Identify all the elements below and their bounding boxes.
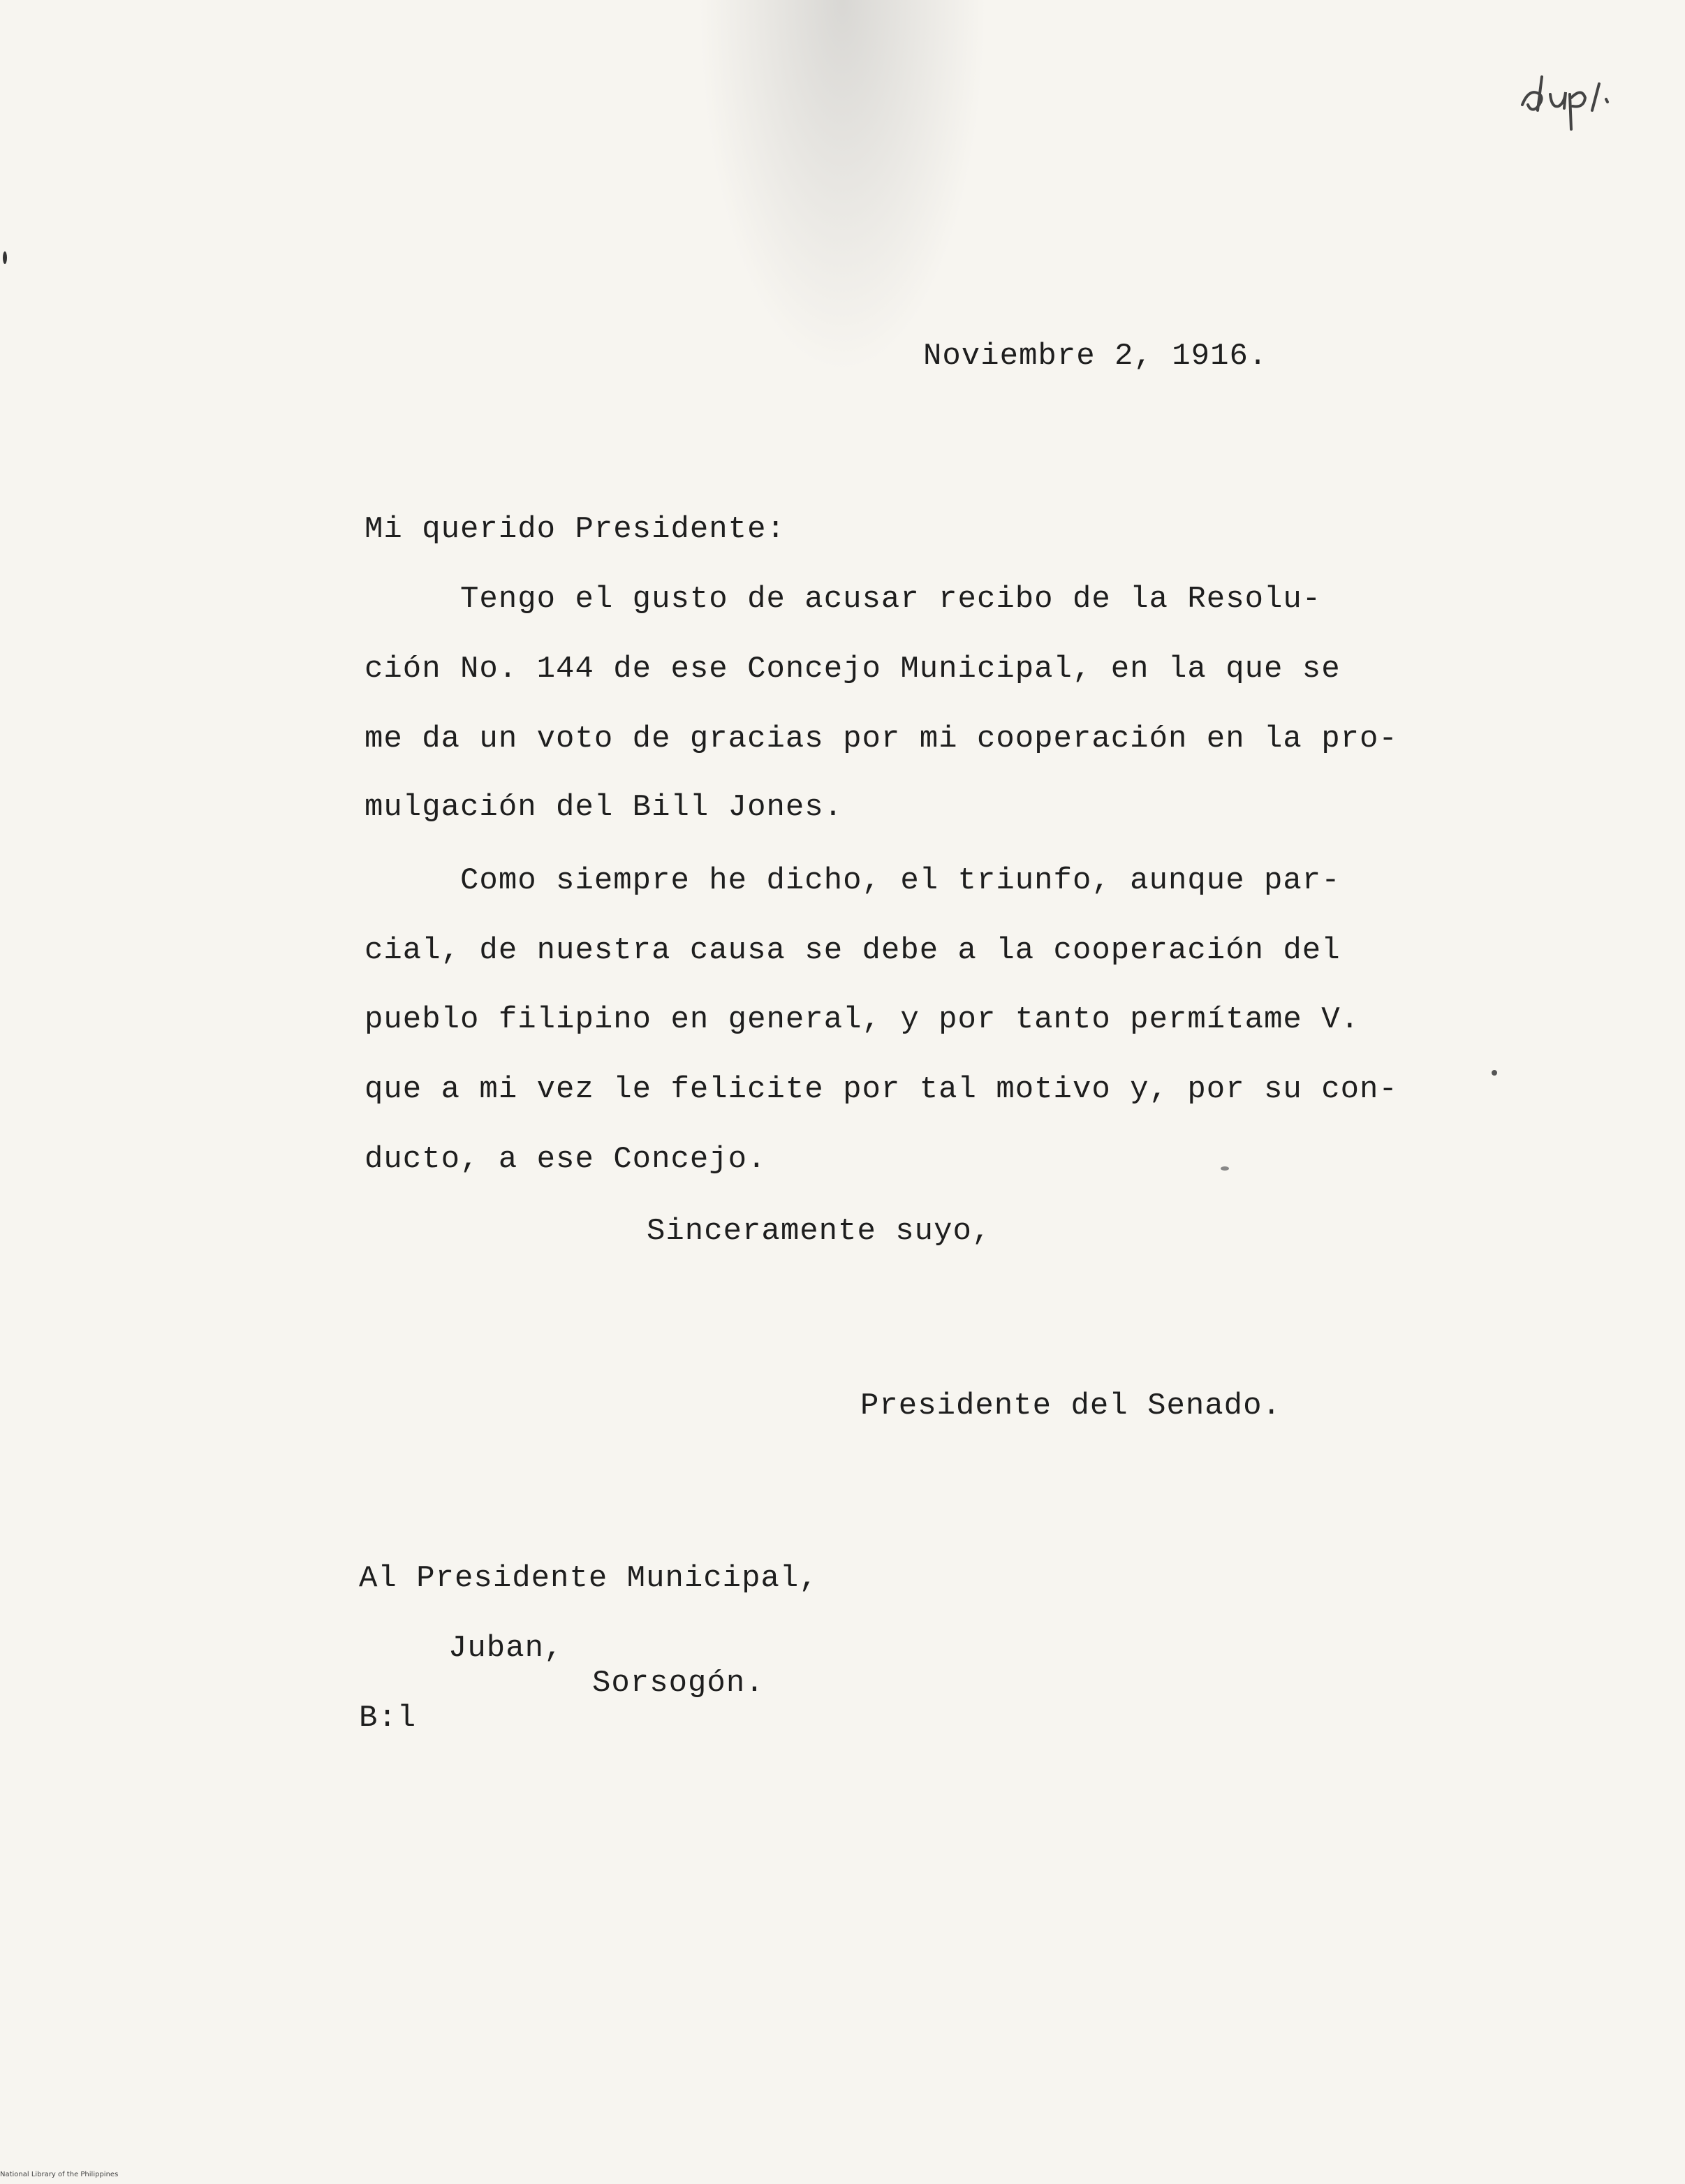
- closing: Sinceramente suyo,: [647, 1214, 992, 1249]
- paragraph-2-line-1: Como siempre he dicho, el triunfo, aunque par-: [365, 863, 1341, 898]
- address-line-2: Juban,: [448, 1631, 564, 1666]
- paragraph-2-line-5: ducto, a ese Concejo.: [365, 1142, 767, 1177]
- typist-reference: B:l: [359, 1701, 417, 1736]
- paper-speck: [1221, 1166, 1229, 1171]
- paper-speck: [1492, 1070, 1497, 1076]
- paragraph-2-line-3: pueblo filipino en general, y por tanto permítame V.: [365, 1002, 1360, 1037]
- paragraph-1-line-4: mulgación del Bill Jones.: [365, 790, 844, 825]
- paper-speck: [3, 251, 7, 264]
- signature-title: Presidente del Senado.: [860, 1388, 1281, 1423]
- handwritten-annotation: [1515, 56, 1634, 133]
- paragraph-1-line-1: Tengo el gusto de acusar recibo de la Resolu-: [365, 582, 1322, 617]
- archive-footer: National Library of the Philippines: [0, 2171, 119, 2178]
- address-line-3: Sorsogón.: [592, 1666, 765, 1701]
- paragraph-2-line-4: que a mi vez le felicite por tal motivo y, por su con-: [365, 1072, 1398, 1107]
- address-line-1: Al Presidente Municipal,: [359, 1561, 818, 1596]
- salutation: Mi querido Presidente:: [365, 512, 786, 547]
- paragraph-1-line-2: ción No. 144 de ese Concejo Municipal, en la que se: [365, 652, 1341, 687]
- paragraph-2-line-2: cial, de nuestra causa se debe a la cooperación del: [365, 933, 1341, 968]
- letter-date: Noviembre 2, 1916.: [923, 339, 1268, 374]
- paragraph-1-line-3: me da un voto de gracias por mi cooperación en la pro-: [365, 721, 1398, 756]
